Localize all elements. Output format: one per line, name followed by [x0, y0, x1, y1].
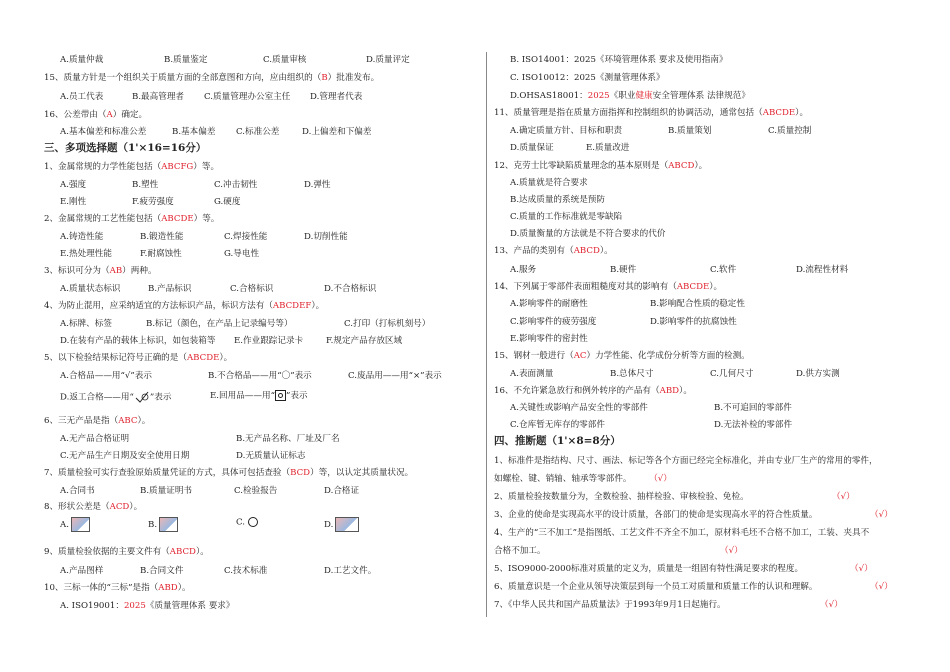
option: C.质量的工作标准就是零缺陷 [510, 212, 623, 222]
judge-question-7: 7、《中华人民共和国产品质量法》于1993年9月1日起施行。 （√） [494, 600, 843, 610]
answer: ABCFG [161, 162, 194, 172]
option: B.质量策划 [668, 126, 712, 136]
mc-question-16: 16、不允许紧急放行和例外转序的产品有（ABD）。 [494, 386, 692, 396]
option: B.最高管理者 [132, 92, 185, 102]
option: E.影响零件的密封性 [510, 334, 588, 344]
answer: ACD [109, 502, 130, 512]
option: C.软件 [710, 265, 737, 275]
option: C.仓库暂无库存的零部件 [510, 420, 605, 430]
answer: ABCDE [676, 282, 710, 292]
option: A. [60, 517, 90, 532]
option: C.打印（打标机刻号） [344, 319, 431, 329]
mc-question-12: 12、克劳士比零缺陷质量理念的基本原则是（ABCD）。 [494, 161, 708, 171]
option: A.基本偏差和标准公差 [60, 127, 147, 137]
mc6-options [60, 434, 476, 445]
rework-mark-icon [134, 390, 150, 404]
answer: （√） [832, 492, 855, 502]
option: D.流程性材料 [796, 265, 849, 275]
answer: A [106, 110, 113, 120]
judge-question-2: 2、质量检验按数量分为，全数检验、抽样检验、审核检验、免检。 （√） [494, 492, 855, 502]
answer: （√） [850, 564, 873, 574]
mc10-option-c [510, 73, 924, 84]
answer: ABCD [573, 246, 600, 256]
mc10-option-b [510, 55, 924, 66]
option: D.工艺文件。 [324, 566, 377, 576]
mc-question-9: 9、质量检验依据的主要文件有（ABCD）。 [44, 547, 209, 557]
option: B.锻造性能 [140, 232, 184, 242]
mc15-options [510, 369, 924, 380]
option: D.上偏差和下偏差 [302, 127, 372, 137]
mc-question-10: 10、三标一体的“三标”是指（ABD）。 [44, 583, 191, 593]
option: D.管理者代表 [310, 92, 363, 102]
option: C. [236, 517, 258, 529]
mc12-option-b [510, 195, 924, 206]
answer: BCD [290, 468, 311, 478]
option: B.不可追回的零部件 [714, 403, 792, 413]
mc-question-7: 7、质量检验可实行查验原始质量凭证的方式，具体可包括查验（BCD）等，以认定其质量状况。 [44, 468, 414, 478]
option: E.质量改进 [586, 143, 630, 153]
option: D.OHSAS18001：2025《职业健康安全管理体系 法律规范》 [510, 91, 750, 101]
mc14-options [510, 299, 924, 310]
option: B.质量鉴定 [164, 55, 208, 65]
option: A.确定质量方针、目标和职责 [510, 126, 623, 136]
option: A.标牌、标签 [60, 319, 112, 329]
answer: ABCDEF [272, 301, 312, 311]
answer: ABD [158, 583, 178, 593]
mc-question-4: 4、为防止混用，应采纳适宜的方法标识产品，标识方法有（ABCDEF）。 [44, 301, 325, 311]
mc-question-3: 3、标识可分为（AB）两种。 [44, 266, 157, 276]
option: C.检验报告 [234, 486, 278, 496]
tolerance-symbol-icon [159, 517, 178, 532]
option: A.铸造性能 [60, 232, 104, 242]
mc-question-5: 5、以下检验结果标记符号正确的是（ABCDE）。 [44, 353, 233, 363]
answer: ABCDE [161, 214, 194, 224]
judge-question-3: 3、企业的使命是实现高水平的设计质量，各部门的使命是实现高水平的符合性质量。 （√） [494, 510, 893, 520]
mc16-options-2 [510, 420, 924, 431]
mc14-options-2 [510, 317, 924, 328]
option-d: D.返工合格——用“ ”表示 [60, 390, 171, 404]
option: A.质量状态标识 [60, 284, 121, 294]
option: B. ISO14001：2025《环境管理体系 要求及使用指南》 [510, 55, 728, 65]
mc2-options-2 [60, 249, 476, 260]
option: D.质量保证 [510, 143, 554, 153]
answer: AB [109, 266, 123, 276]
option: C.冲击韧性 [214, 180, 258, 190]
judge-question-4-cont: 合格不加工。 （√） [494, 546, 743, 556]
option: C.焊接性能 [224, 232, 268, 242]
option: B.不合格品——用“〇”表示 [208, 371, 312, 381]
mc10-option-d [510, 91, 924, 102]
option: A.表面测量 [510, 369, 554, 379]
option: A.服务 [510, 265, 537, 275]
circle-icon [248, 517, 258, 527]
option: D.影响零件的抗腐蚀性 [650, 317, 737, 327]
judge-question-5: 5、ISO9000-2000标准对质量的定义为，质量是一组固有特性满足要求的程度。 （√） [494, 564, 873, 574]
section-3-heading: 三、多项选择题（1'×16=16分） [44, 142, 207, 154]
option: A.无产品合格证明 [60, 434, 130, 444]
option: C.废品用——用“×”表示 [348, 371, 442, 381]
answer: （√） [870, 582, 893, 592]
option: D.质量评定 [366, 55, 410, 65]
option: B.无产品名称、厂址及厂名 [236, 434, 340, 444]
mc-question-13: 13、产品的类别有（ABCD）。 [494, 246, 613, 256]
option: D.不合格标识 [324, 284, 377, 294]
option: C. ISO10012：2025《测量管理体系》 [510, 73, 665, 83]
mc7-options [60, 486, 476, 497]
q15-options [60, 92, 476, 103]
option: D.质量衡量的方法就是不符合要求的代价 [510, 229, 666, 239]
option: G.硬度 [214, 197, 241, 207]
option: B.基本偏差 [172, 127, 216, 137]
option: C.无产品生产日期及安全使用日期 [60, 451, 190, 461]
answer: ABD [659, 386, 680, 396]
mc12-option-d [510, 229, 924, 240]
answer: B [321, 73, 328, 83]
answer: ABCD [169, 547, 196, 557]
mc8-options [60, 517, 476, 533]
tolerance-symbol-icon [71, 517, 90, 532]
option: C.影响零件的疲劳强度 [510, 317, 597, 327]
judge-question-1-cont: 如螺栓、键、销轴、轴承等零部件。 （√） [494, 474, 672, 484]
option: C.技术标准 [224, 566, 268, 576]
option: B. [148, 517, 178, 532]
judge-question-4: 4、生产的“三不加工”是指图纸、工艺文件不齐全不加工，原材料毛坯不合格不加工，工装、夹具不 [494, 528, 870, 538]
q16-options [60, 127, 476, 138]
option: D.无法补检的零部件 [714, 420, 793, 430]
option-e: E.回用品——用“ ”表示 [210, 391, 308, 401]
option: A.合格品——用“√”表示 [60, 371, 152, 381]
option: B.质量证明书 [140, 486, 193, 496]
q14-options [60, 55, 476, 66]
mc1-options [60, 180, 476, 191]
option: B.硬件 [610, 265, 637, 275]
option: D.弹性 [304, 180, 331, 190]
answer: ABCDE [762, 108, 796, 118]
mc4-options-2 [60, 336, 476, 347]
answer: （√） [720, 546, 743, 556]
answer: ABCDE [186, 353, 220, 363]
option: D.无质量认证标志 [236, 451, 306, 461]
mc16-options [510, 403, 924, 414]
mc-question-8: 8、形状公差是（ACD）。 [44, 502, 143, 512]
judge-question-6: 6、质量意识是一个企业从领导决策层到每一个员工对质量和质量工作的认识和理解。 （√） [494, 582, 893, 592]
mc-question-6: 6、三无产品是指（ABC）。 [44, 416, 151, 426]
option: B.影响配合性质的稳定性 [650, 299, 745, 309]
mc4-options [60, 319, 476, 330]
mc1-options-2 [60, 197, 476, 208]
option: F.耐腐蚀性 [140, 249, 182, 259]
reuse-mark-icon [275, 390, 286, 401]
option: F.规定产品存放区域 [326, 336, 403, 346]
option: B.标记（颜色，在产品上记录编号等） [146, 319, 293, 329]
mc12-option-c [510, 212, 924, 223]
option: C.合格标识 [230, 284, 274, 294]
mc-question-1: 1、金属常规的力学性能包括（ABCFG）等。 [44, 162, 220, 172]
judge-question-1: 1、标准件是指结构、尺寸、画法、标记等各个方面已经完全标准化，并由专业厂生产的常用的零件， [494, 456, 878, 466]
mc11-options [510, 126, 924, 137]
option: D.在装有产品的载体上标识，如包装箱等 [60, 336, 216, 346]
option: E.刚性 [60, 197, 87, 207]
option: F.疲劳强度 [132, 197, 174, 207]
option: C.标准公差 [236, 127, 280, 137]
option: B.总体尺寸 [610, 369, 654, 379]
mc5-options [60, 371, 476, 382]
option: A.质量就是符合要求 [510, 178, 588, 188]
question-15: 15、质量方针是一个组织关于质量方面的全部意图和方向，应由组织的（B）批准发布。 [44, 73, 380, 83]
option: A.合同书 [60, 486, 95, 496]
mc-question-2: 2、金属常规的工艺性能包括（ABCDE）等。 [44, 214, 220, 224]
answer: AC [573, 351, 587, 361]
option: C.质量管理办公室主任 [204, 92, 291, 102]
mc14-options-3 [510, 334, 924, 345]
answer: （√） [870, 510, 893, 520]
option: G.导电性 [224, 249, 260, 259]
option: B.产品标识 [148, 284, 192, 294]
mc-question-14: 14、下列属于零部件表面粗糙度对其的影响有（ABCDE）。 [494, 282, 723, 292]
answer: ABCD [668, 161, 695, 171]
option: C.几何尺寸 [710, 369, 754, 379]
option: A.员工代表 [60, 92, 104, 102]
option: E.作业跟踪记录卡 [234, 336, 304, 346]
mc9-options [60, 566, 476, 577]
option: A.关键性或影响产品安全性的零部件 [510, 403, 648, 413]
question-16: 16、公差带由（A）确定。 [44, 110, 148, 120]
mc5-options-2 [60, 390, 476, 401]
mc6-options-2 [60, 451, 476, 462]
answer: ABC [118, 416, 138, 426]
mc11-options-2 [510, 143, 924, 154]
tolerance-symbol-icon [335, 517, 359, 532]
option: A.影响零件的耐磨性 [510, 299, 588, 309]
option: E.热处理性能 [60, 249, 112, 259]
mc3-options [60, 284, 476, 295]
option: A. ISO19001：2025《质量管理体系 要求》 [60, 601, 235, 611]
option: D.供方实测 [796, 369, 840, 379]
option: D.切削性能 [304, 232, 348, 242]
option: B.合同文件 [140, 566, 184, 576]
option: A.产品图样 [60, 566, 104, 576]
mc12-option-a [510, 178, 924, 189]
mc-question-11: 11、质量管理是指在质量方面指挥和控制组织的协调活动，通常包括（ABCDE）。 [494, 108, 809, 118]
option: B.达成质量的系统是预防 [510, 195, 605, 205]
mc2-options [60, 232, 476, 243]
answer: （√） [820, 600, 843, 610]
answer: （√） [653, 474, 672, 484]
option: A.强度 [60, 180, 87, 190]
option: D. [324, 517, 359, 532]
option: C.质量审核 [263, 55, 307, 65]
option: C.质量控制 [768, 126, 812, 136]
mc-question-15: 15、钢材一般进行（AC）力学性能、化学成份分析等方面的检测。 [494, 351, 750, 361]
option: A.质量仲裁 [60, 55, 104, 65]
column-divider [486, 52, 487, 617]
option: B.塑性 [132, 180, 159, 190]
mc10-option-a [60, 601, 476, 612]
option: D.合格证 [324, 486, 360, 496]
section-4-heading: 四、推断题（1'×8=8分） [494, 435, 621, 447]
mc13-options [510, 265, 924, 276]
